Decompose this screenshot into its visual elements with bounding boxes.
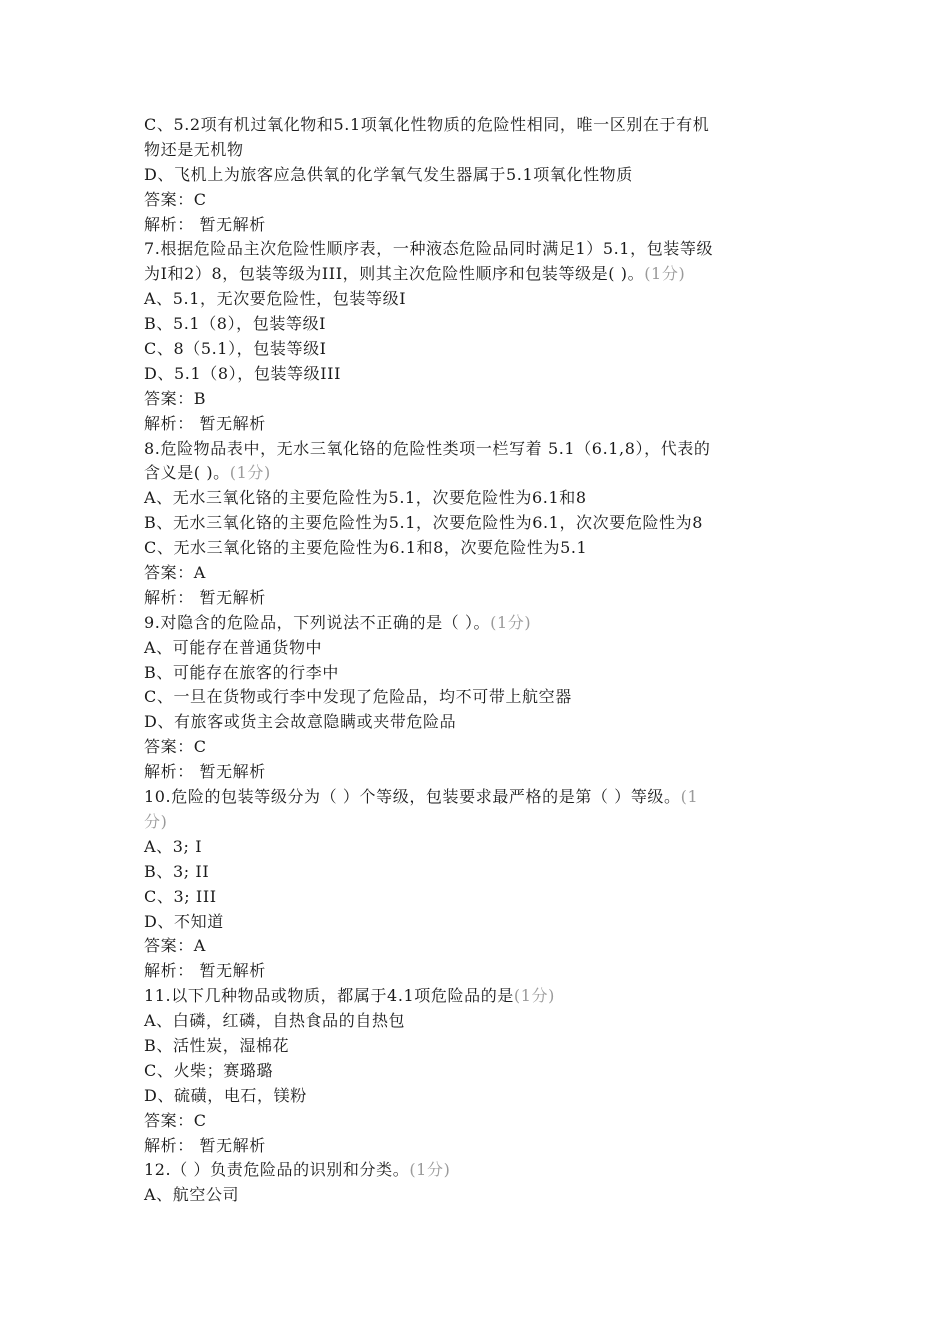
option-text: B、活性炭，湿棉花 — [144, 1035, 290, 1055]
answer-text: 答案：C — [144, 189, 207, 209]
question-text: 12.（ ）负责危险品的识别和分类。 — [144, 1160, 410, 1180]
question-text: 10.危险的包装等级分为（ ）个等级，包装要求最严格的是第（ ）等级。 — [144, 787, 681, 807]
option-text: A、航空公司 — [144, 1185, 240, 1205]
answer-text: 答案：A — [144, 563, 206, 583]
option-line — [144, 287, 814, 312]
score-label: (1分) — [490, 612, 532, 632]
question-line — [144, 461, 814, 486]
question-line — [144, 611, 814, 636]
question-line — [144, 984, 814, 1009]
option-line — [144, 163, 814, 188]
option-line — [144, 910, 814, 935]
analysis-line — [144, 412, 814, 437]
option-line — [144, 1059, 814, 1084]
answer-line — [144, 387, 814, 412]
option-text: A、无水三氧化铬的主要危险性为5.1，次要危险性为6.1和8 — [144, 488, 587, 508]
option-text: B、3; II — [144, 861, 210, 881]
analysis-line — [144, 213, 814, 238]
document-body — [144, 113, 814, 1208]
option-text: C、8（5.1），包装等级I — [144, 339, 327, 359]
option-text: A、5.1，无次要危险性，包装等级I — [144, 289, 407, 309]
answer-line — [144, 934, 814, 959]
answer-line — [144, 188, 814, 213]
option-text: B、5.1（8），包装等级I — [144, 314, 327, 334]
question-text: 含义是( )。 — [144, 463, 230, 483]
analysis-text: 解析： 暂无解析 — [144, 1135, 266, 1155]
answer-text: 答案：C — [144, 1110, 207, 1130]
option-text: C、火柴；赛璐璐 — [144, 1060, 274, 1080]
option-line — [144, 113, 814, 138]
option-text: 物还是无机物 — [144, 139, 244, 159]
option-line — [144, 312, 814, 337]
question-line — [144, 810, 814, 835]
question-text: 8.危险物品表中，无水三氧化铬的危险性类项一栏写着 5.1（6.1,8），代表的 — [144, 438, 711, 458]
option-line — [144, 511, 814, 536]
question-line — [144, 437, 814, 462]
question-line — [144, 262, 814, 287]
answer-text: 答案：C — [144, 737, 207, 757]
option-text: D、有旅客或货主会故意隐瞒或夹带危险品 — [144, 712, 457, 732]
analysis-text: 解析： 暂无解析 — [144, 961, 266, 981]
option-line — [144, 685, 814, 710]
option-text: A、3; I — [144, 836, 203, 856]
option-text: A、白磷，红磷，自热食品的自热包 — [144, 1011, 406, 1031]
analysis-text: 解析： 暂无解析 — [144, 762, 266, 782]
analysis-line — [144, 1134, 814, 1159]
option-text: C、5.2项有机过氧化物和5.1项氧化性物质的危险性相同，唯一区别在于有机 — [144, 115, 710, 134]
analysis-text: 解析： 暂无解析 — [144, 214, 266, 234]
option-line — [144, 1084, 814, 1109]
question-line — [144, 237, 814, 262]
question-text: 11.以下几种物品或物质，都属于4.1项危险品的是 — [144, 986, 514, 1006]
option-line — [144, 661, 814, 686]
option-line — [144, 337, 814, 362]
option-text: A、可能存在普通货物中 — [144, 637, 323, 657]
analysis-text: 解析： 暂无解析 — [144, 413, 266, 433]
question-text: 7.根据危险品主次危险性顺序表，一种液态危险品同时满足1）5.1，包装等级 — [144, 239, 714, 259]
option-text: B、可能存在旅客的行李中 — [144, 662, 339, 682]
option-line — [144, 362, 814, 387]
option-line — [144, 536, 814, 561]
score-label: (1分) — [409, 1160, 451, 1180]
score-label: (1分) — [513, 986, 555, 1006]
option-text: D、5.1（8），包装等级III — [144, 363, 342, 383]
answer-line — [144, 561, 814, 586]
question-line — [144, 785, 814, 810]
question-line — [144, 1158, 814, 1183]
analysis-line — [144, 586, 814, 611]
option-line — [144, 835, 814, 860]
option-line — [144, 138, 814, 163]
option-text: D、飞机上为旅客应急供氧的化学氧气发生器属于5.1项氧化性物质 — [144, 164, 633, 184]
answer-line — [144, 735, 814, 760]
answer-text: 答案：B — [144, 388, 207, 408]
answer-line — [144, 1109, 814, 1134]
option-line — [144, 860, 814, 885]
option-text: C、一旦在货物或行李中发现了危险品，均不可带上航空器 — [144, 687, 572, 707]
option-line — [144, 885, 814, 910]
option-text: D、不知道 — [144, 911, 224, 931]
question-text: 9.对隐含的危险品，下列说法不正确的是（ ）。 — [144, 612, 491, 632]
option-text: D、硫磺，电石，镁粉 — [144, 1085, 307, 1105]
option-line — [144, 1183, 814, 1208]
question-text: 为Ⅰ和2）8，包装等级为III，则其主次危险性顺序和包装等级是( )。 — [144, 264, 645, 284]
analysis-line — [144, 760, 814, 785]
answer-text: 答案：A — [144, 936, 206, 956]
score-label: (1分) — [229, 463, 271, 483]
option-line — [144, 1034, 814, 1059]
option-line — [144, 636, 814, 661]
option-line — [144, 1009, 814, 1034]
option-line — [144, 710, 814, 735]
analysis-text: 解析： 暂无解析 — [144, 587, 266, 607]
score-label: (1分) — [644, 264, 686, 284]
option-text: C、3; III — [144, 886, 217, 906]
score-label: (1 — [680, 787, 699, 807]
option-text: C、无水三氧化铬的主要危险性为6.1和8，次要危险性为5.1 — [144, 538, 588, 558]
score-label: 分) — [144, 811, 168, 831]
analysis-line — [144, 959, 814, 984]
option-line — [144, 486, 814, 511]
option-text: B、无水三氧化铬的主要危险性为5.1，次要危险性为6.1，次次要危险性为8 — [144, 513, 704, 533]
